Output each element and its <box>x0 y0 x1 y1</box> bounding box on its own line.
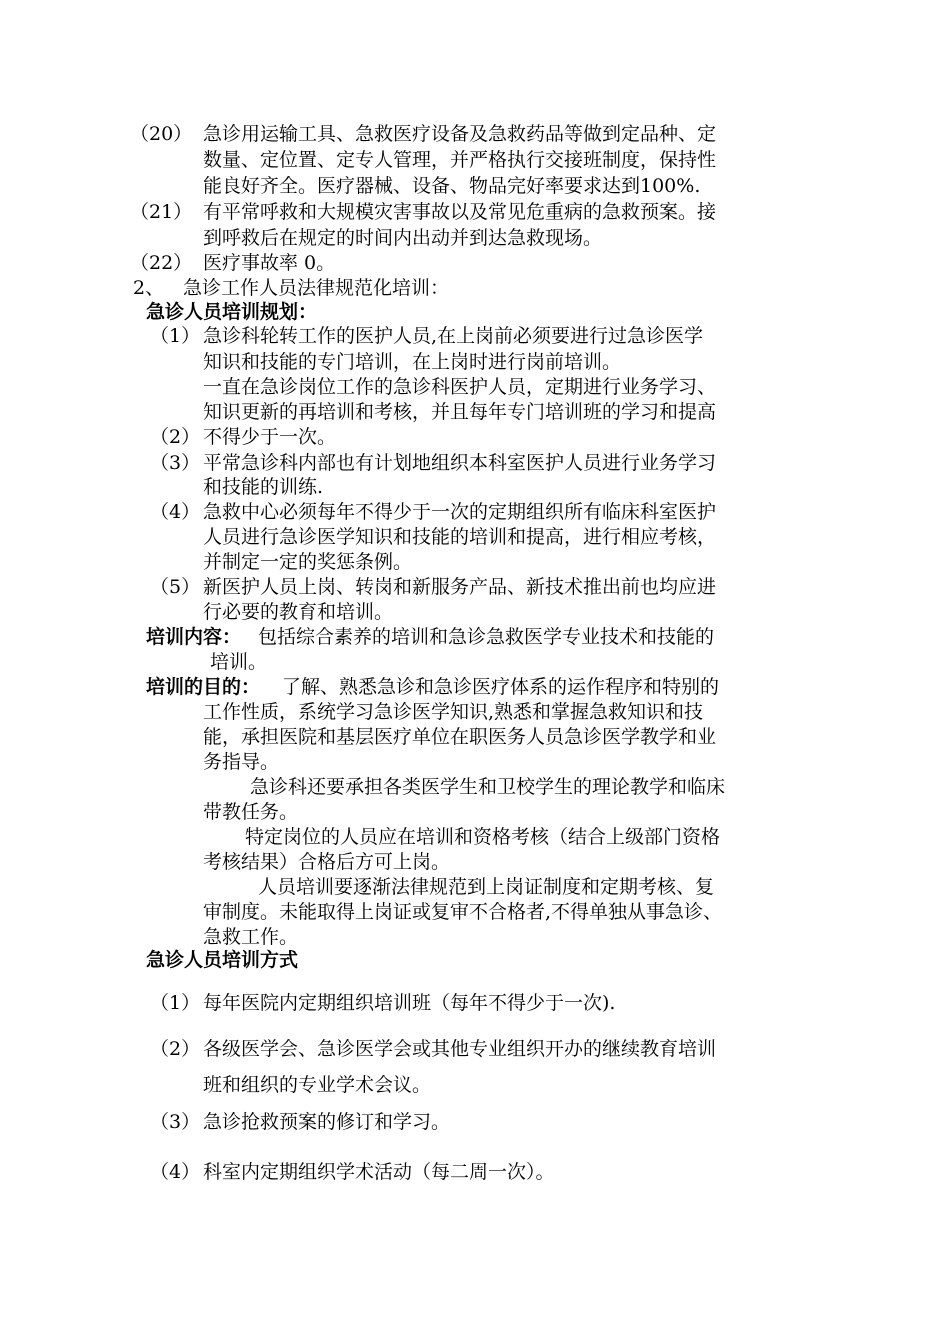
purpose-text: 特定岗位的人员应在培训和资格考核（结合上级部门资格 <box>245 826 721 848</box>
item-text: 数量、定位置、定专人管理，并严格执行交接班制度，保持性 <box>203 149 717 171</box>
purpose-text: 考核结果）合格后方可上岗。 <box>203 851 451 873</box>
item-number: （2） <box>150 1038 201 1060</box>
item-number: （4） <box>150 501 201 523</box>
item-text: 每年医院内定期组织培训班（每年不得少于一次). <box>203 992 616 1014</box>
purpose-text: 工作性质，系统学习急诊医学知识,熟悉和掌握急救知识和技 <box>203 701 704 723</box>
content-text: 包括综合素养的培训和急诊急救医学专业技术和技能的 <box>258 626 715 648</box>
item-number: （5） <box>150 576 201 598</box>
purpose-text: 急诊科还要承担各类医学生和卫校学生的理论教学和临床 <box>250 776 726 798</box>
item-text: 各级医学会、急诊医学会或其他专业组织开办的继续教育培训 <box>203 1038 717 1060</box>
item-number: （20） <box>130 123 193 145</box>
item-number: （21） <box>130 201 193 223</box>
item-text: 人员进行急诊医学知识和技能的培训和提高，进行相应考核， <box>203 526 717 548</box>
item-text: 急救中心必须每年不得少于一次的定期组织所有临床科室医护 <box>203 501 717 523</box>
item-text: 有平常呼救和大规模灾害事故以及常见危重病的急救预案。接 <box>203 201 717 223</box>
item-number: （1） <box>150 992 201 1014</box>
section-number: 2、 <box>133 277 165 299</box>
item-text: 不得少于一次。 <box>203 426 337 448</box>
purpose-label: 培训的目的： <box>146 676 261 698</box>
purpose-text: 审制度。未能取得上岗证或复审不合格者,不得单独从事急诊、 <box>203 901 723 923</box>
item-number: （3） <box>150 452 201 474</box>
section-title: 急诊工作人员法律规范化培训： <box>183 277 450 299</box>
item-text: 到呼救后在规定的时间内出动并到达急救现场。 <box>203 227 603 249</box>
item-text: 行必要的教育和培训。 <box>203 601 394 623</box>
item-number: （4） <box>150 1161 201 1183</box>
content-text: 培训。 <box>210 651 268 673</box>
item-text: 平常急诊科内部也有计划地组织本科室医护人员进行业务学习 <box>203 452 717 474</box>
item-text: 班和组织的专业学术会议。 <box>203 1074 432 1096</box>
plan-heading: 急诊人员培训规划： <box>146 301 318 323</box>
item-number: （2） <box>150 426 201 448</box>
item-text: 急诊抢救预案的修订和学习。 <box>203 1111 451 1133</box>
purpose-text: 务指导。 <box>203 751 280 773</box>
content-label: 培训内容： <box>146 626 242 648</box>
item-text: 能良好齐全。医疗器械、设备、物品完好率要求达到100%. <box>203 175 701 197</box>
item-text: 医疗事故率 0。 <box>203 252 336 274</box>
item-number: （22） <box>130 252 193 274</box>
purpose-text: 了解、熟悉急诊和急诊医疗体系的运作程序和特别的 <box>282 676 720 698</box>
item-text: 科室内定期组织学术活动（每二周一次）。 <box>203 1161 555 1183</box>
methods-heading: 急诊人员培训方式 <box>146 949 299 971</box>
purpose-text: 能，承担医院和基层医疗单位在职医务人员急诊医学教学和业 <box>203 726 717 748</box>
item-number: （3） <box>150 1111 201 1133</box>
item-text: 并制定一定的奖惩条例。 <box>203 551 413 573</box>
item-text: 知识更新的再培训和考核，并且每年专门培训班的学习和提高 <box>203 401 717 423</box>
item-text: 和技能的训练. <box>203 476 324 498</box>
item-text: 急诊科轮转工作的医护人员,在上岗前必须要进行过急诊医学 <box>203 325 704 347</box>
purpose-text: 急救工作。 <box>203 926 299 948</box>
item-text: 新医护人员上岗、转岗和新服务产品、新技术推出前也均应进 <box>203 576 717 598</box>
item-text: 一直在急诊岗位工作的急诊科医护人员，定期进行业务学习、 <box>203 376 717 398</box>
purpose-text: 人员培训要逐渐法律规范到上岗证制度和定期考核、复 <box>258 876 715 898</box>
item-text: 急诊用运输工具、急救医疗设备及急救药品等做到定品种、定 <box>203 123 717 145</box>
item-number: （1） <box>150 325 201 347</box>
purpose-text: 带教任务。 <box>203 801 299 823</box>
item-text: 知识和技能的专门培训，在上岗时进行岗前培训。 <box>203 351 622 373</box>
